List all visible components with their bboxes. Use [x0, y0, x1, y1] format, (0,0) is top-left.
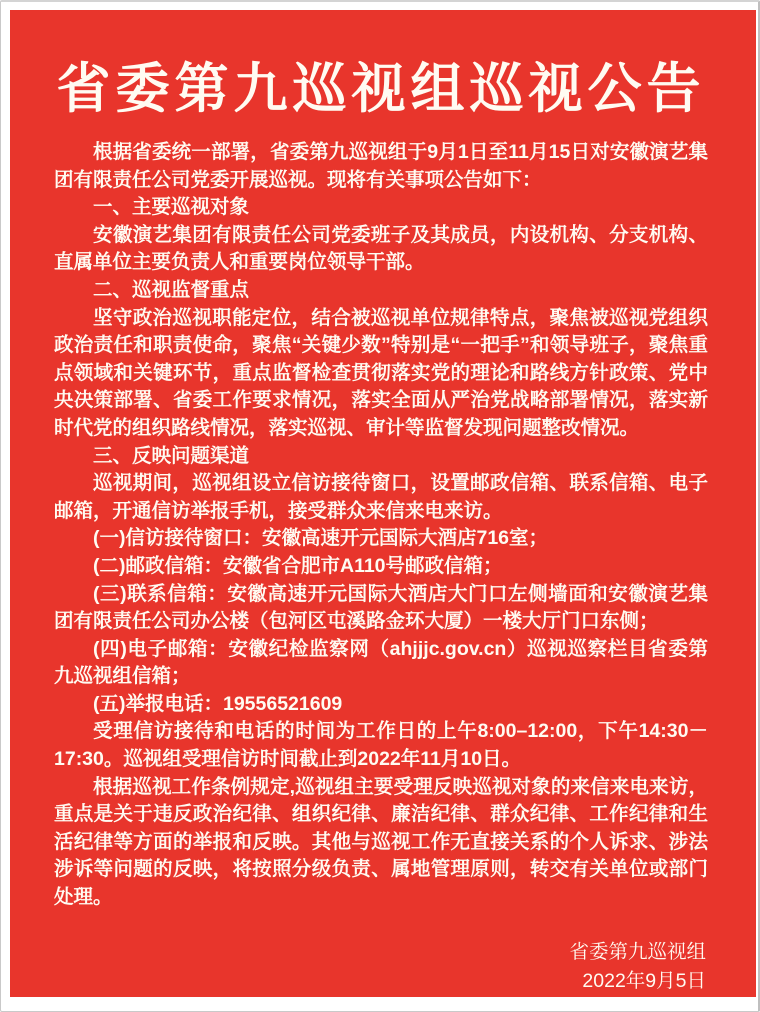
channel-contact-box: (三)联系信箱：安徽高速开元国际大酒店大门口左侧墙面和安徽演艺集团有限责任公司办公楼（包河区屯溪路金环大厦）一楼大厅门口东侧；	[54, 582, 708, 633]
channel-hotline: (五)举报电话：19556521609	[93, 692, 343, 715]
section-body-focus: 坚守政治巡视职能定位，结合被巡视单位规律特点，聚焦被巡视党组织政治责任和职责使命，聚焦“关键少数”特别是“一把手”和领导班子，聚焦重点领域和关键环节，重点监督检查贯彻落实党的理论和路线方针政策、党中央决策部署、省委工作要求情况，落实全面从严治党战略部署情况，落实新时代党的组织路线情况，落实巡视、审计等监督发现问题整改情况。	[54, 306, 708, 439]
announcement-poster	[10, 10, 756, 997]
closing-hours-paragraph: 受理信访接待和电话的时间为工作日的上午8:00–12:00，下午14:30－17:30。巡视组受理信访时间截止到2022年11月10日。	[54, 720, 708, 771]
section-heading-targets: 一、主要巡视对象	[93, 196, 250, 219]
closing-scope-paragraph: 根据巡视工作条例规定,巡视组主要受理反映巡视对象的来信来电来访，重点是关于违反政治纪律、组织纪律、廉洁纪律、群众纪律、工作纪律和生活纪律等方面的举报和反映。其他与巡视工作无直接关系的个人诉求、涉法涉诉等问题的反映，将按照分级负责、属地管理原则，转交有关单位或部门处理。	[54, 775, 708, 909]
page-title: 省委第九巡视组巡视公告	[56, 56, 706, 120]
signature-block	[54, 938, 708, 996]
channel-email: (四)电子邮箱：安徽纪检监察网（ahjjjc.gov.cn）巡视巡察栏目省委第九巡视组信箱；	[54, 637, 708, 688]
signature-name: 省委第九巡视组	[569, 940, 706, 963]
signature-date: 2022年9月5日	[582, 969, 706, 992]
section-body-targets: 安徽演艺集团有限责任公司党委班子及其成员，内设机构、分支机构、直属单位主要负责人和重要岗位领导干部。	[54, 223, 708, 274]
intro-paragraph: 根据省委统一部署，省委第九巡视组于9月1日至11月15日对安徽演艺集团有限责任公司党委开展巡视。现将有关事项公告如下：	[54, 141, 708, 191]
section-heading-channels: 三、反映问题渠道	[93, 444, 250, 467]
section-heading-focus: 二、巡视监督重点	[93, 278, 250, 301]
channel-postal-box: (二)邮政信箱：安徽省合肥市A110号邮政信箱；	[93, 554, 503, 577]
channel-reception-window: (一)信访接待窗口：安徽高速开元国际大酒店716室；	[93, 527, 549, 550]
section-body-channels: 巡视期间，巡视组设立信访接待窗口，设置邮政信箱、联系信箱、电子邮箱，开通信访举报手机，接受群众来信来电来访。	[54, 472, 708, 522]
